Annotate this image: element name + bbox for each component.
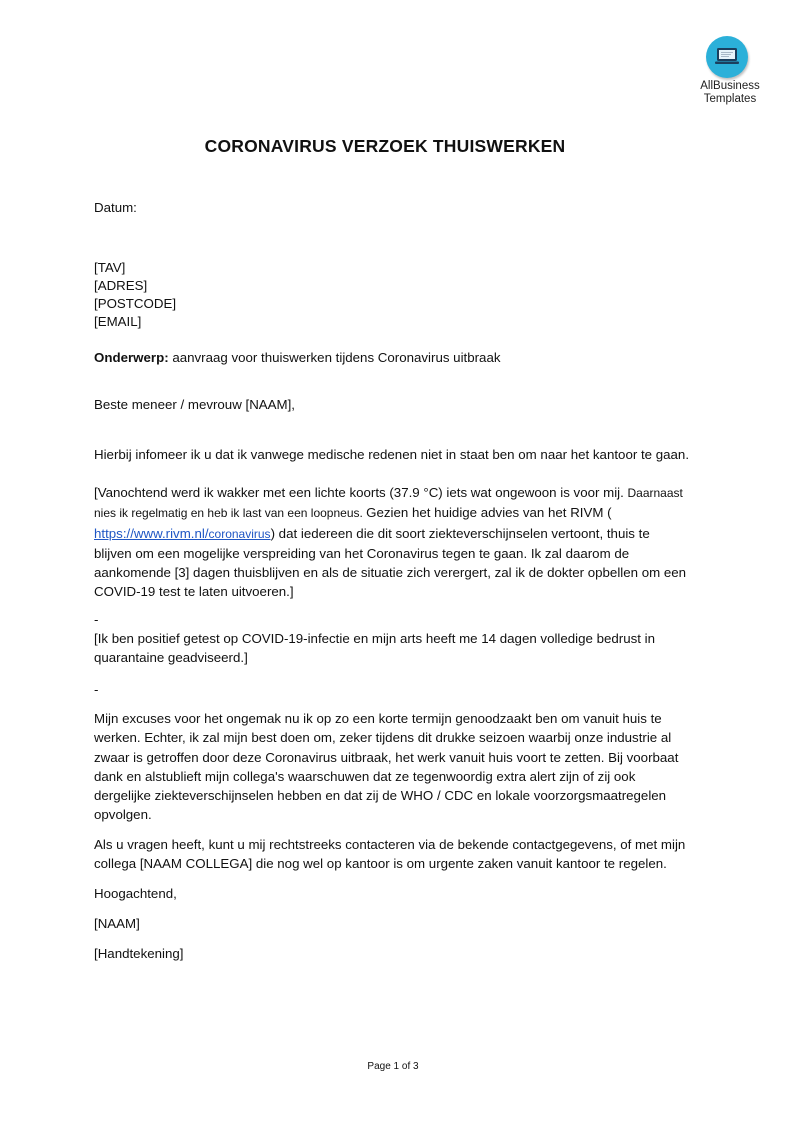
address-line-tav: [TAV] bbox=[94, 260, 126, 275]
logo-line-1: AllBusiness bbox=[700, 80, 760, 92]
option1-text: aankomende [3] dagen thuisblijven en als de situatie zich verergert, zal ik de dokter opbellen om een bbox=[94, 565, 687, 581]
signature-placeholder: [Handtekening] bbox=[94, 946, 184, 961]
apology-text: dank en alstublieft mijn collega's waarschuwen dat ze tegenwoordig extra alert zijn of zij ook bbox=[94, 768, 636, 784]
sender-name: [NAAM] bbox=[94, 916, 140, 931]
rivm-link-part: https://www.rivm.nl/ bbox=[94, 525, 209, 541]
apology-text: werken. Echter, ik zal mijn best doen om, zeker tijdens dit drukke seizoen waarbij onze industrie al bbox=[94, 730, 672, 746]
document-title: CORONAVIRUS VERZOEK THUISWERKEN bbox=[204, 136, 566, 156]
subject-text: aanvraag voor thuiswerken tijdens Coronavirus uitbraak bbox=[168, 350, 501, 365]
option1-text: [Vanochtend werd ik wakker met een lichte koorts (37.9 °C) iets wat ongewoon is voor mij. bbox=[94, 485, 628, 500]
intro-paragraph: Hierbij infomeer ik u dat ik vanwege medische redenen niet in staat ben om naar het kantoor te gaan. bbox=[94, 447, 690, 462]
separator-dash: - bbox=[94, 612, 99, 627]
option1-text: Daarnaast bbox=[627, 486, 683, 500]
option1-text: Gezien het huidige advies van het RIVM ( bbox=[366, 505, 612, 521]
date-label: Datum: bbox=[94, 200, 137, 215]
contact-text: collega [NAAM COLLEGA] die nog wel op kantoor is om urgente zaken vanuit kantoor te regelen. bbox=[94, 856, 667, 872]
option1-paragraph bbox=[94, 483, 704, 602]
closing: Hoogachtend, bbox=[94, 886, 177, 901]
laptop-icon bbox=[706, 36, 748, 78]
option1-text: nies ik regelmatig en heb ik last van een loopneus. bbox=[94, 506, 367, 521]
contact-paragraph bbox=[94, 835, 704, 874]
subject-line bbox=[94, 348, 500, 367]
logo-line-2: Templates bbox=[703, 93, 757, 105]
apology-text: Mijn excuses voor het ongemak nu ik op zo een korte termijn genoodzaakt ben om vanuit huis te bbox=[94, 711, 662, 726]
apology-text: opvolgen. bbox=[94, 807, 152, 823]
option1-text: blijven om een mogelijke verspreiding van het Coronavirus tegen te gaan. Ik zal daarom de bbox=[94, 545, 630, 561]
apology-text: zwaar is getroffen door deze Coronavirus uitbraak, het werk vanuit huis voort te zetten. Bij voorbaat bbox=[94, 749, 679, 765]
option2-paragraph bbox=[94, 629, 704, 668]
salutation: Beste meneer / mevrouw [NAAM], bbox=[94, 397, 295, 412]
rivm-link-part: coronavirus bbox=[208, 526, 271, 541]
contact-text: Als u vragen heeft, kunt u mij rechtstreeks contacteren via de bekende contactgegevens, of met mijn bbox=[94, 837, 686, 852]
apology-paragraph bbox=[94, 709, 704, 825]
apology-text: dergelijke ziekteverschijnselen hebben en dat zij de WHO / CDC en lokale voorzorgsmaatregelen bbox=[94, 788, 667, 804]
option1-text: COVID-19 test te laten uitvoeren.] bbox=[94, 584, 294, 600]
subject-label: Onderwerp: bbox=[94, 350, 169, 365]
logo-text bbox=[694, 80, 766, 106]
option2-text: [Ik ben positief getest op COVID-19-infectie en mijn arts heeft me 14 dagen volledige bedrust in bbox=[94, 631, 656, 646]
separator-dash: - bbox=[94, 682, 99, 697]
option2-text: quarantaine geadviseerd.] bbox=[94, 650, 248, 666]
page-number: Page 1 of 3 bbox=[367, 1061, 419, 1072]
address-line-postcode: [POSTCODE] bbox=[94, 296, 177, 311]
address-line-email: [EMAIL] bbox=[94, 314, 142, 329]
rivm-link[interactable] bbox=[94, 526, 271, 541]
option1-text: ) dat iedereen die dit soort ziekteverschijnselen vertoont, thuis te bbox=[270, 525, 650, 541]
address-line-adres: [ADRES] bbox=[94, 278, 148, 293]
